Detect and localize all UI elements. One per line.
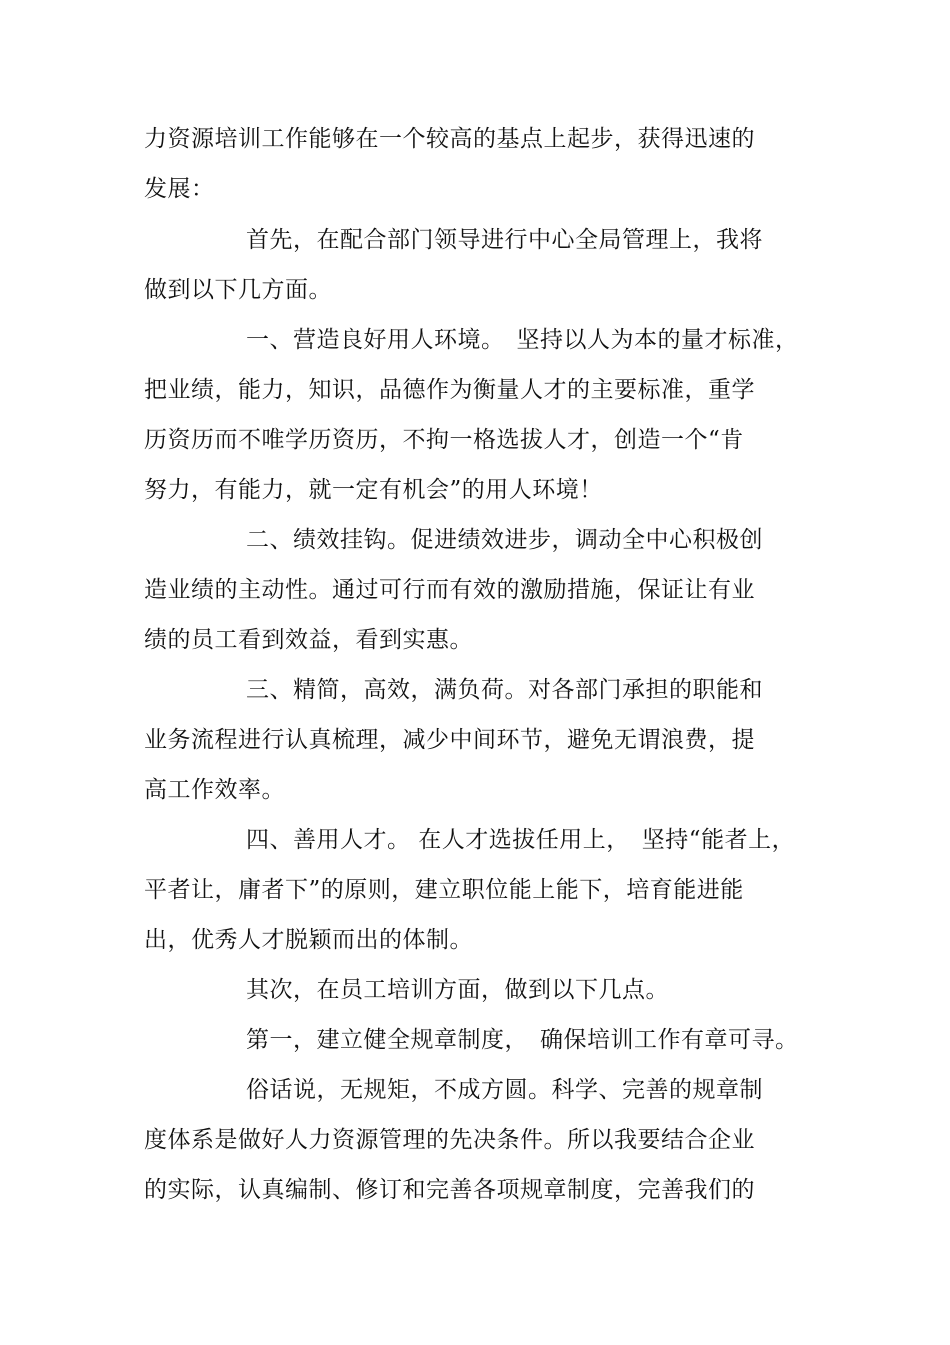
- paragraph-first-line: 俗话说，无规矩，不成方圆。科学、完善的规章制: [246, 1077, 763, 1103]
- text-line: 发展：: [144, 176, 215, 202]
- text-line: 高工作效率。: [144, 777, 285, 803]
- text-line: 平者让，庸者下”的原则，建立职位能上能下，培育能进能: [144, 877, 744, 903]
- text-line: 造业绩的主动性。通过可行而有效的激励措施，保证让有业: [144, 577, 755, 603]
- text-line: 业务流程进行认真梳理，减少中间环节，避免无谓浪费，提: [144, 727, 755, 753]
- text-line: 绩的员工看到效益，看到实惠。: [144, 627, 473, 653]
- paragraph-first-line: 一、营造良好用人环境。 坚持以人为本的量才标准，: [246, 327, 799, 353]
- paragraph-first-line: 四、善用人才。 在人才选拔任用上， 坚持“能者上，: [246, 827, 796, 853]
- text-line: 度体系是做好人力资源管理的先决条件。所以我要结合企业: [144, 1127, 755, 1153]
- text-line: 做到以下几方面。: [144, 277, 332, 303]
- paragraph-first-line: 二、绩效挂钩。促进绩效进步，调动全中心积极创: [246, 527, 763, 553]
- text-line: 努力，有能力，就一定有机会”的用人环境！: [144, 477, 603, 503]
- paragraph-first-line: 第一，建立健全规章制度， 确保培训工作有章可寻。: [246, 1027, 799, 1053]
- paragraph-first-line: 其次，在员工培训方面，做到以下几点。: [246, 977, 669, 1003]
- paragraph-first-line: 三、精简，高效，满负荷。对各部门承担的职能和: [246, 677, 763, 703]
- paragraph-first-line: 首先，在配合部门领导进行中心全局管理上，我将: [246, 227, 763, 253]
- text-line: 出，优秀人才脱颖而出的体制。: [144, 927, 473, 953]
- text-line: 把业绩，能力，知识，品德作为衡量人才的主要标准，重学: [144, 377, 755, 403]
- text-line: 历资历而不唯学历资历，不拘一格选拔人才，创造一个“肯: [144, 427, 744, 453]
- text-line: 的实际，认真编制、修订和完善各项规章制度，完善我们的: [144, 1177, 755, 1203]
- text-line: 力资源培训工作能够在一个较高的基点上起步，获得迅速的: [144, 126, 755, 152]
